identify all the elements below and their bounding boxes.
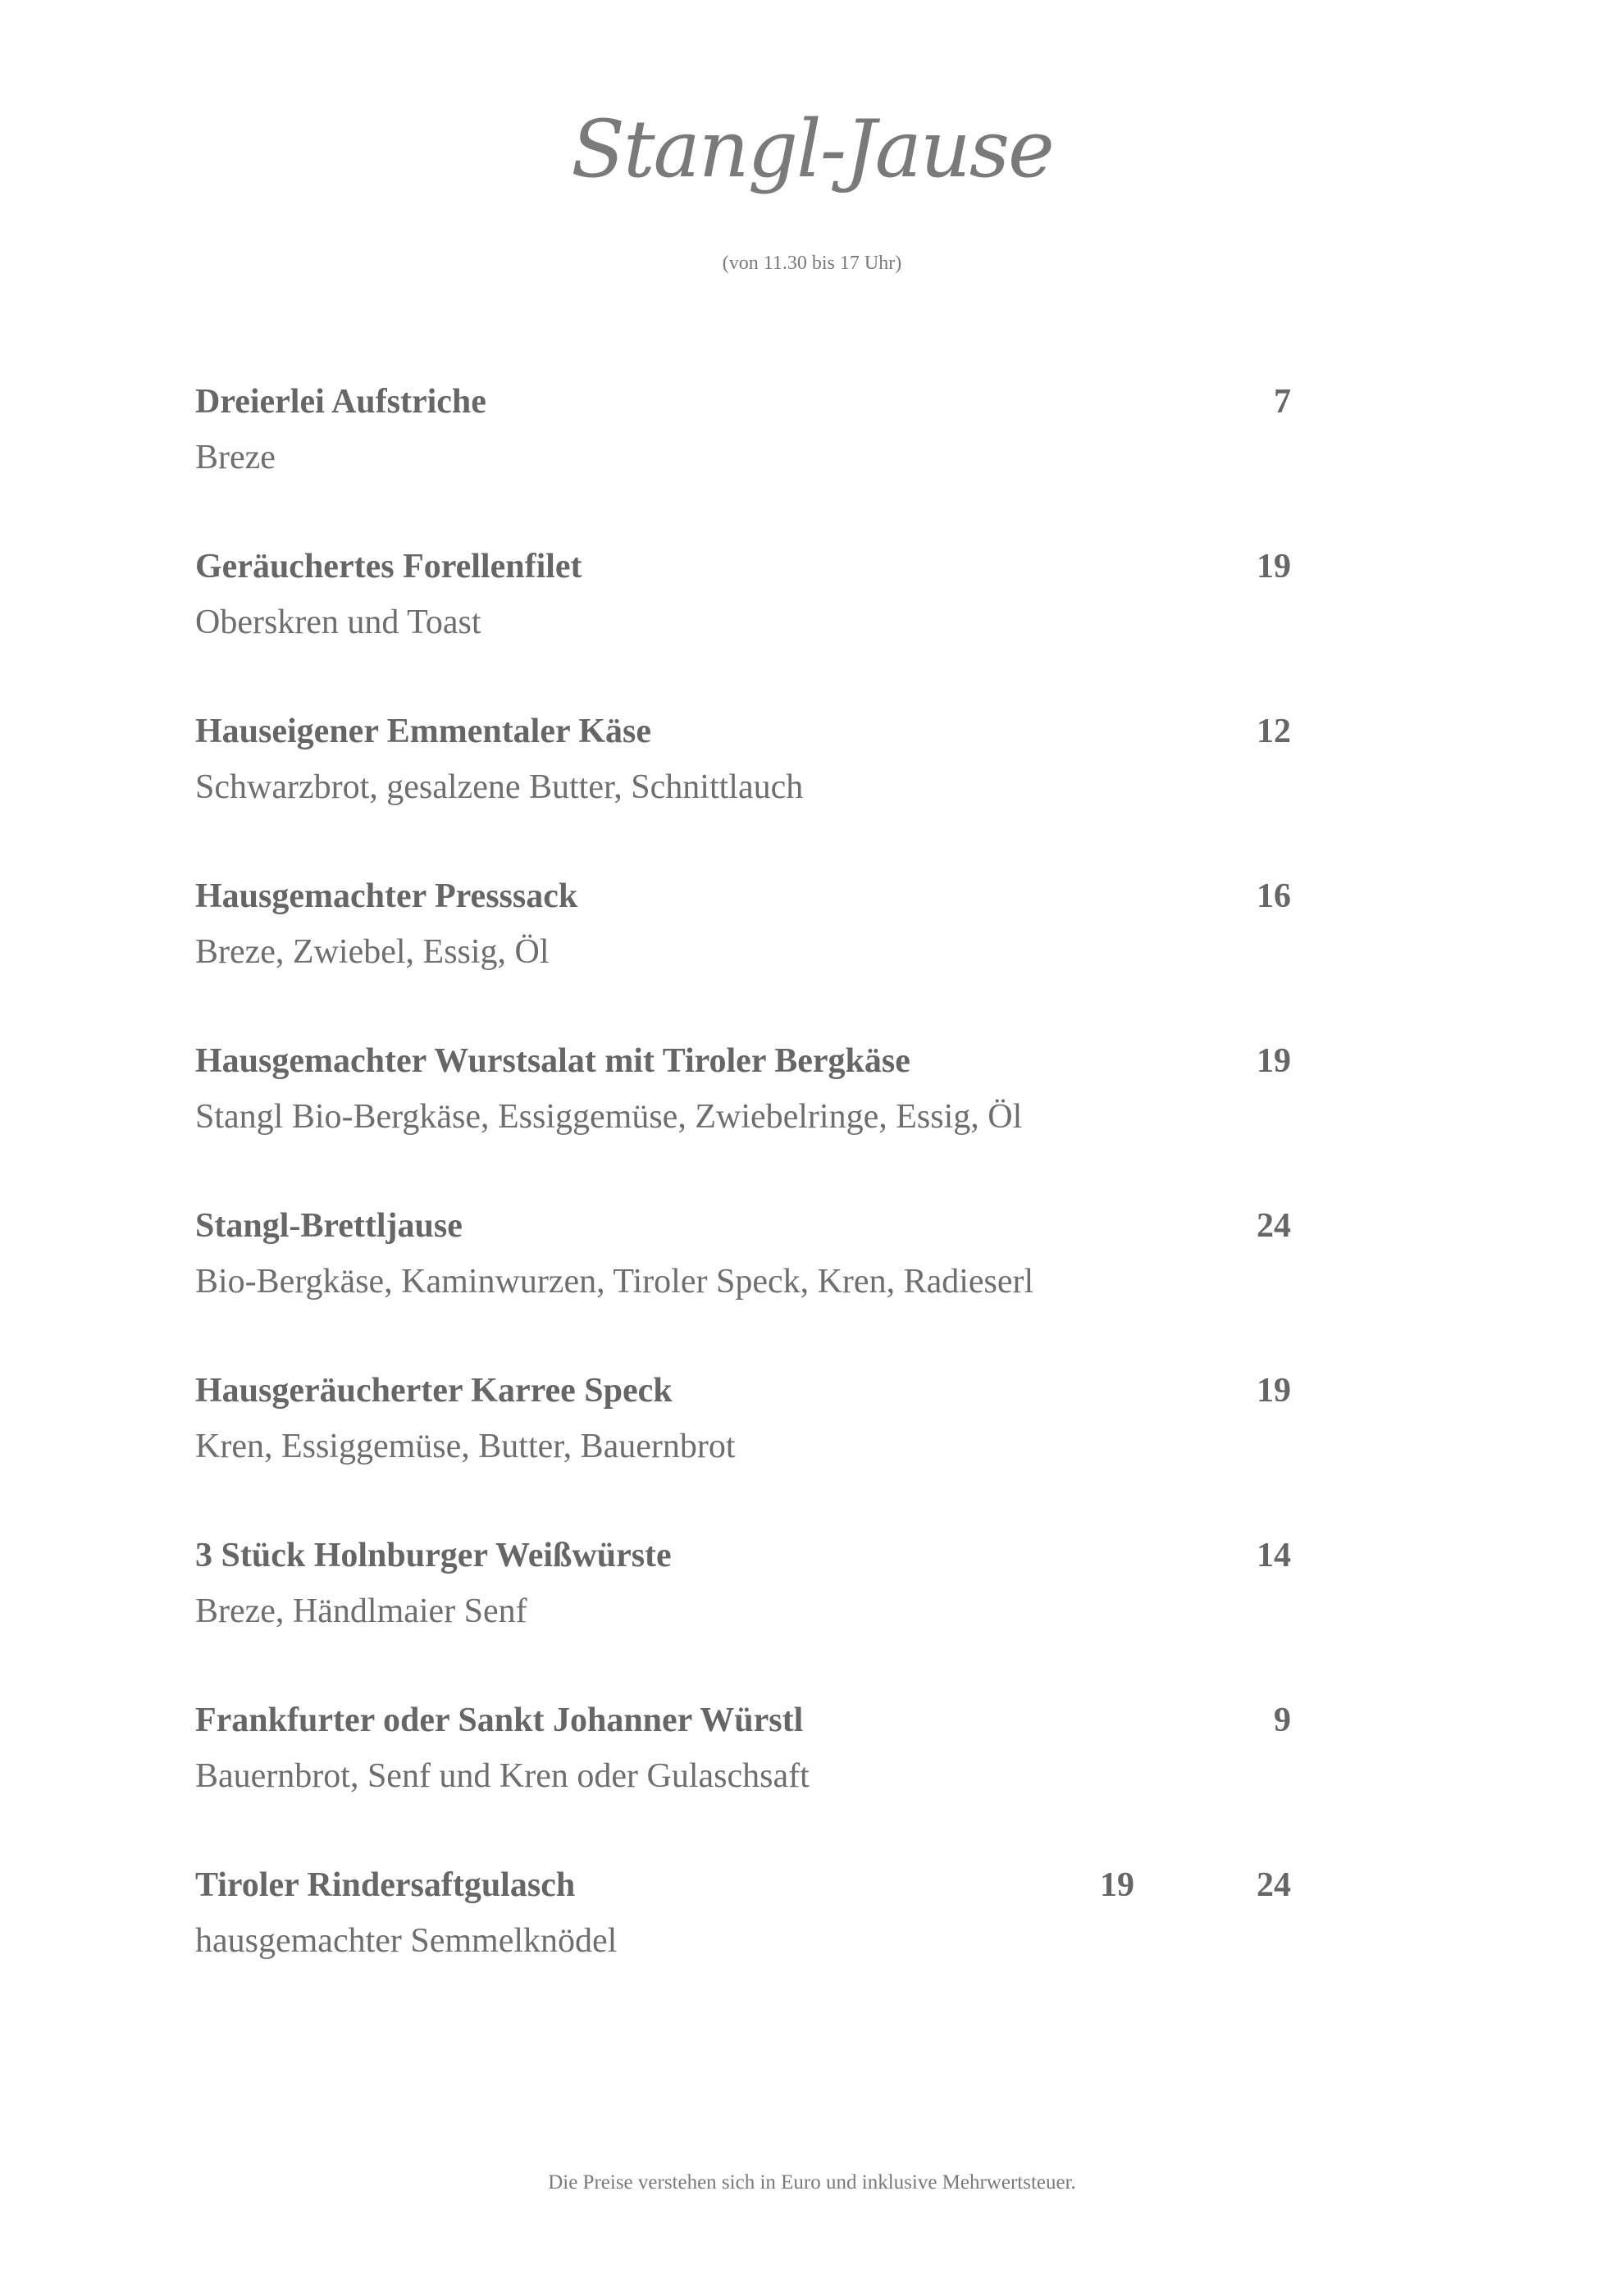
menu-list: [195, 377, 1370, 2025]
item-name: Hauseigener Emmentaler Käse: [195, 713, 652, 750]
menu-item: [195, 1201, 1370, 1366]
item-description: Breze, Händlmaier Senf: [195, 1592, 527, 1630]
item-description: Bio-Bergkäse, Kaminwurzen, Tiroler Speck, Kren, Radieserl: [195, 1263, 1034, 1301]
item-name: Stangl-Brettljause: [195, 1207, 463, 1245]
item-price: 16: [1257, 877, 1291, 915]
item-price: 24: [1257, 1207, 1291, 1245]
item-description: Stangl Bio-Bergkäse, Essiggemüse, Zwiebelringe, Essig, Öl: [195, 1098, 1023, 1136]
menu-item: [195, 1696, 1370, 1861]
item-price: 19: [1257, 548, 1291, 585]
item-price: 9: [1274, 1702, 1291, 1739]
item-name: Hausgemachter Presssack: [195, 877, 578, 915]
item-description: Breze: [195, 439, 276, 476]
item-price: 12: [1257, 713, 1291, 750]
item-price: 7: [1274, 383, 1291, 421]
item-name: Dreierlei Aufstriche: [195, 383, 486, 421]
item-name: Hausgemachter Wurstsalat mit Tiroler Bergkäse: [195, 1042, 910, 1080]
menu-item: [195, 1531, 1370, 1696]
item-description: Bauernbrot, Senf und Kren oder Gulaschsaft: [195, 1757, 810, 1795]
opening-hours: (von 11.30 bis 17 Uhr): [722, 253, 902, 274]
item-name: Geräuchertes Forellenfilet: [195, 548, 582, 585]
item-name: 3 Stück Holnburger Weißwürste: [195, 1537, 672, 1574]
menu-item: [195, 542, 1370, 707]
item-price: 19: [1257, 1042, 1291, 1080]
menu-item: [195, 1036, 1370, 1201]
menu-item: [195, 1861, 1370, 2025]
item-description: Kren, Essiggemüse, Butter, Bauernbrot: [195, 1428, 736, 1465]
menu-item: [195, 872, 1370, 1036]
item-name: Hausgeräucherter Karree Speck: [195, 1372, 673, 1410]
item-name: Tiroler Rindersaftgulasch: [195, 1866, 576, 1904]
item-price-small-portion: 19: [1100, 1866, 1134, 1904]
item-description: Schwarzbrot, gesalzene Butter, Schnittlauch: [195, 768, 804, 806]
item-description: Oberskren und Toast: [195, 604, 481, 641]
menu-item: [195, 707, 1370, 872]
page-title: Stangl-Jause: [571, 103, 1053, 195]
menu-item: [195, 377, 1370, 542]
item-price: 14: [1257, 1537, 1291, 1574]
item-price: 19: [1257, 1372, 1291, 1410]
item-description: hausgemachter Semmelknödel: [195, 1922, 618, 1960]
price-note: Die Preise verstehen sich in Euro und inklusive Mehrwertsteuer.: [548, 2171, 1076, 2194]
item-name: Frankfurter oder Sankt Johanner Würstl: [195, 1702, 804, 1739]
item-description: Breze, Zwiebel, Essig, Öl: [195, 933, 550, 971]
item-price: 24: [1257, 1866, 1291, 1904]
menu-item: [195, 1366, 1370, 1531]
